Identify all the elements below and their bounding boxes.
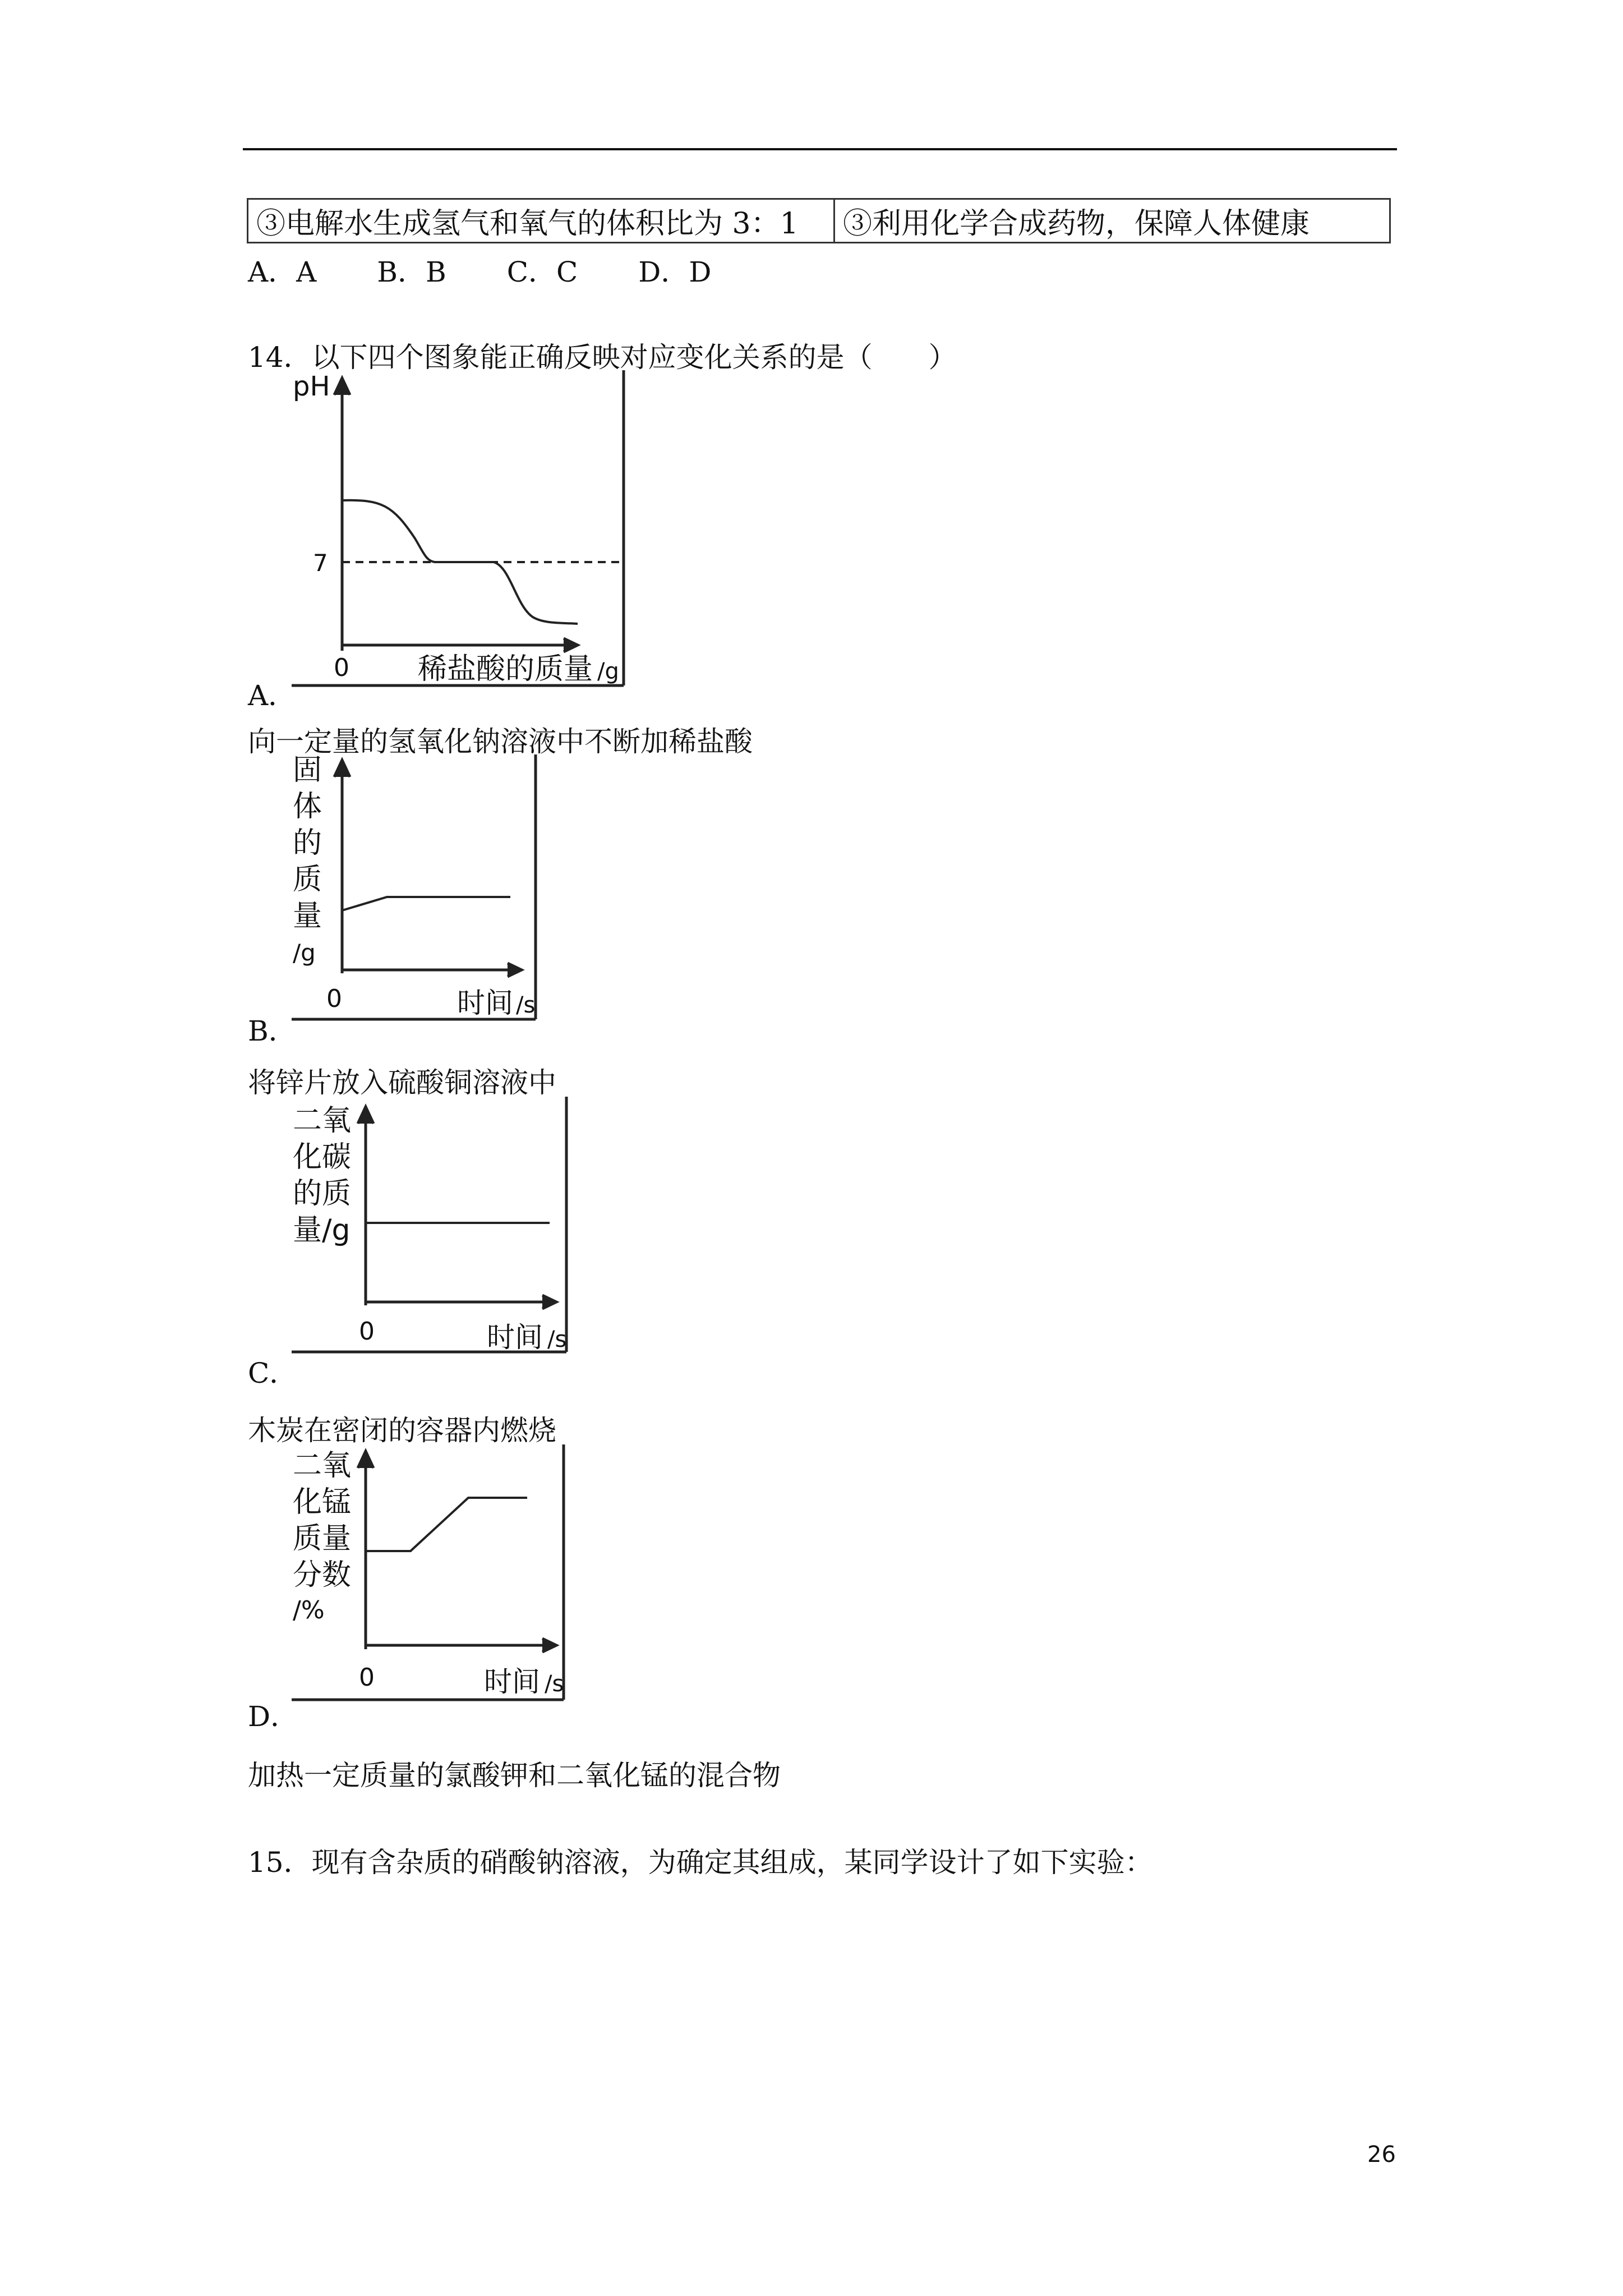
graph-b-y-label-line: /g [293, 939, 316, 967]
graph-d-x-unit: /s [545, 1671, 564, 1697]
option-b-letter: B． [248, 1015, 297, 1047]
graph-b-y-label-line: 的 [293, 826, 322, 860]
graph-b-x-unit: /s [516, 992, 536, 1018]
question-15-stem: 15．现有含杂质的硝酸钠溶液，为确定其组成，某同学设计了如下实验： [248, 1846, 1153, 1879]
table-cell-right: ③利用化学合成药物，保障人体健康 [834, 199, 1390, 243]
graph-c-y-label [293, 1104, 351, 1247]
graph-d-origin: 0 [359, 1663, 375, 1692]
graph-d-y-label-line: 分数 [293, 1558, 352, 1592]
graph-a [280, 370, 628, 690]
option-d-letter: D． [248, 1700, 299, 1733]
graph-b-y-label-line: 质 [293, 863, 322, 896]
graph-c-y-label-line: 量/g [293, 1213, 351, 1247]
graph-c-x-label: 时间 [487, 1321, 543, 1354]
option-c-letter: C． [248, 1357, 298, 1389]
graph-b-y-label-line: 固 [293, 754, 322, 787]
graph-c-y-label-line: 化碳 [293, 1140, 352, 1174]
graph-d-y-label-line: 化锰 [293, 1485, 352, 1519]
choice-b: B．B [377, 256, 446, 288]
option-a-letter: A． [248, 679, 297, 712]
option-b-caption: 将锌片放入硫酸铜溶液中 [248, 1066, 556, 1099]
graph-b [280, 754, 544, 1024]
graph-a-y-tick: 7 [313, 549, 328, 577]
question-14-stem: 14．以下四个图象能正确反映对应变化关系的是（ ） [248, 341, 957, 374]
options-table [247, 198, 1391, 243]
graph-a-x-label: 稀盐酸的质量 [418, 652, 593, 686]
graph-b-y-label-line: 体 [293, 790, 322, 823]
graph-d-x-label: 时间 [484, 1665, 540, 1698]
previous-answer-choices [248, 250, 772, 290]
page-number: 26 [1367, 2142, 1396, 2168]
choice-c: C．C [506, 256, 578, 288]
graph-c-y-label-line: 二氧 [293, 1104, 352, 1138]
graph-c-origin: 0 [359, 1317, 375, 1346]
option-d-caption: 加热一定质量的氯酸钾和二氧化锰的混合物 [248, 1759, 781, 1792]
table-cell-left: ③电解水生成氢气和氧气的体积比为 3：1 [248, 199, 834, 243]
graph-a-y-label: pH [293, 371, 330, 402]
graph-b-y-label [293, 754, 322, 967]
graph-d-y-label-line: /% [293, 1596, 325, 1625]
choice-a: A．A [248, 256, 317, 288]
graph-d [280, 1444, 572, 1703]
option-a-caption: 向一定量的氢氧化钠溶液中不断加稀盐酸 [248, 725, 753, 758]
option-c-caption: 木炭在密闭的容器内燃烧 [248, 1414, 556, 1447]
graph-b-origin: 0 [326, 984, 342, 1013]
graph-a-origin: 0 [334, 654, 349, 682]
graph-a-x-unit: /g [597, 659, 619, 684]
graph-b-y-label-line: 量 [293, 899, 322, 933]
header-rule [243, 148, 1397, 150]
graph-d-y-label-line: 二氧 [293, 1449, 352, 1483]
graph-c [280, 1097, 572, 1356]
choice-d: D．D [638, 256, 712, 288]
graph-d-y-label-line: 质量 [293, 1522, 352, 1556]
graph-c-y-label-line: 的质 [293, 1177, 352, 1211]
table-row [248, 199, 1390, 243]
graph-b-x-label: 时间 [457, 987, 513, 1019]
graph-d-y-label [293, 1449, 351, 1625]
graph-c-x-unit: /s [547, 1327, 567, 1352]
